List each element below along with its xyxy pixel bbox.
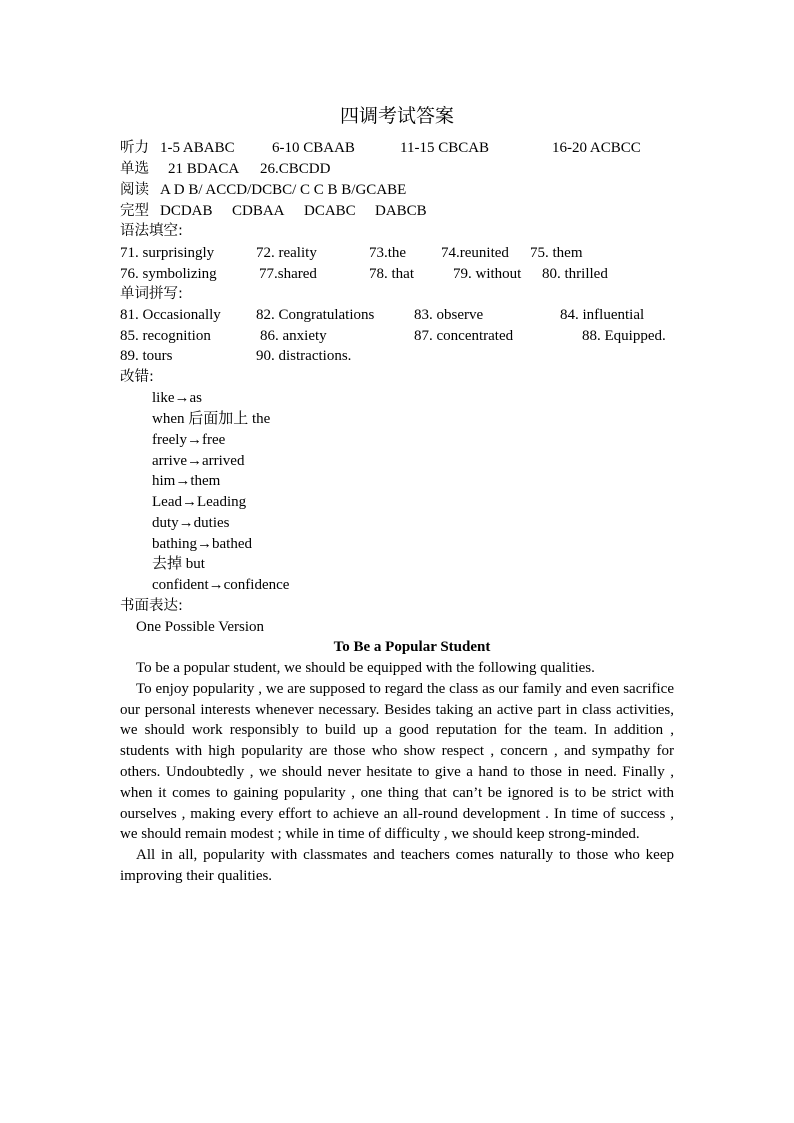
grammar-row (120, 221, 183, 242)
spelling-answer: 86. anxiety (260, 328, 327, 344)
correction-item: Lead→Leading (152, 494, 247, 510)
correction-item: bathing→bathed (152, 536, 252, 552)
spelling-answer: 85. recognition (120, 328, 211, 344)
cloze-answer-4: DABCB (375, 203, 427, 219)
cloze-answer-2: CDBAA (232, 203, 285, 219)
correction-item: 去掉 but (152, 556, 205, 572)
grammar-answer: 71. surprisingly (120, 245, 215, 261)
correction-row (120, 367, 154, 388)
single-choice-row (120, 159, 149, 180)
grammar-answer: 73.the (369, 245, 407, 261)
correction-item: when 后面加上 the (152, 411, 271, 427)
grammar-answer: 75. them (530, 245, 583, 261)
grammar-answer: 79. without (453, 266, 522, 282)
spelling-answer: 83. observe (414, 307, 484, 323)
cloze-label: 完型 (120, 203, 149, 219)
correction-item: freely→free (152, 432, 226, 448)
listening-answer-3: 11-15 CBCAB (400, 140, 490, 156)
single-choice-answer-2: 26.CBCDD (260, 161, 331, 177)
grammar-answer: 78. that (369, 266, 414, 282)
spelling-answer: 84. influential (560, 307, 645, 323)
spelling-label: 单词拼写: (120, 286, 183, 302)
listening-answer-1: 1-5 ABABC (160, 140, 235, 156)
grammar-answer: 77.shared (259, 266, 317, 282)
listening-row (120, 138, 149, 159)
essay-title: To Be a Popular Student (333, 639, 491, 655)
correction-item: arrive→arrived (152, 453, 245, 469)
writing-row (120, 596, 183, 617)
grammar-answer: 80. thrilled (542, 266, 608, 282)
reading-answers: A D B/ ACCD/DCBC/ C C B B/GCABE (160, 182, 407, 198)
cloze-row (120, 201, 149, 222)
spelling-answer: 81. Occasionally (120, 307, 221, 323)
spelling-answer: 90. distractions. (256, 348, 352, 364)
version-label: One Possible Version (136, 619, 265, 635)
single-choice-label: 单选 (120, 161, 149, 177)
spelling-answer: 82. Congratulations (256, 307, 375, 323)
listening-label: 听力 (120, 140, 149, 156)
writing-label: 书面表达: (120, 598, 183, 614)
essay-paragraph: To enjoy popularity , we are supposed to regard the class as our family and even sacrifice our personal interests whenever necessary. Besides taking an active part in class activities, we should work responsibly to build up a good reputation for the team. In addition , students with high popularity are those who show respect , concern , and sympathy for others. Undoubtedly , we should never hesitate to give a hand to those in need. Finally , when it comes to gaining popularity , one thing that can’t be ignored is to be strict with ourselves , making every effort to achieve an all-round development . In time of success , we should remain modest ; while in time of difficulty , we should keep strong-minded. (120, 680, 674, 843)
listening-answer-2: 6-10 CBAAB (272, 140, 355, 156)
spelling-answer: 89. tours (120, 348, 173, 364)
reading-label: 阅读 (120, 182, 149, 198)
grammar-answer: 76. symbolizing (120, 266, 217, 282)
essay-body (120, 658, 674, 887)
spelling-answer: 88. Equipped. (582, 328, 666, 344)
grammar-answer: 72. reality (256, 245, 317, 261)
grammar-label: 语法填空: (120, 223, 183, 239)
essay-paragraph: All in all, popularity with classmates and teachers comes naturally to those who keep improving their qualities. (120, 847, 674, 884)
correction-label: 改错: (120, 369, 154, 385)
spelling-row (120, 284, 183, 305)
spelling-answer: 87. concentrated (414, 328, 514, 344)
reading-row (120, 180, 149, 201)
essay-paragraph: To be a popular student, we should be equipped with the following qualities. (136, 660, 595, 676)
cloze-answer-1: DCDAB (160, 203, 213, 219)
correction-item: like→as (152, 390, 202, 406)
single-choice-answer-1: 21 BDACA (168, 161, 240, 177)
cloze-answer-3: DCABC (304, 203, 356, 219)
correction-item: him→them (152, 473, 221, 489)
correction-item: confident→confidence (152, 577, 290, 593)
grammar-answer: 74.reunited (441, 245, 509, 261)
correction-item: duty→duties (152, 515, 230, 531)
page-title: 四调考试答案 (339, 105, 454, 127)
listening-answer-4: 16-20 ACBCC (552, 140, 641, 156)
